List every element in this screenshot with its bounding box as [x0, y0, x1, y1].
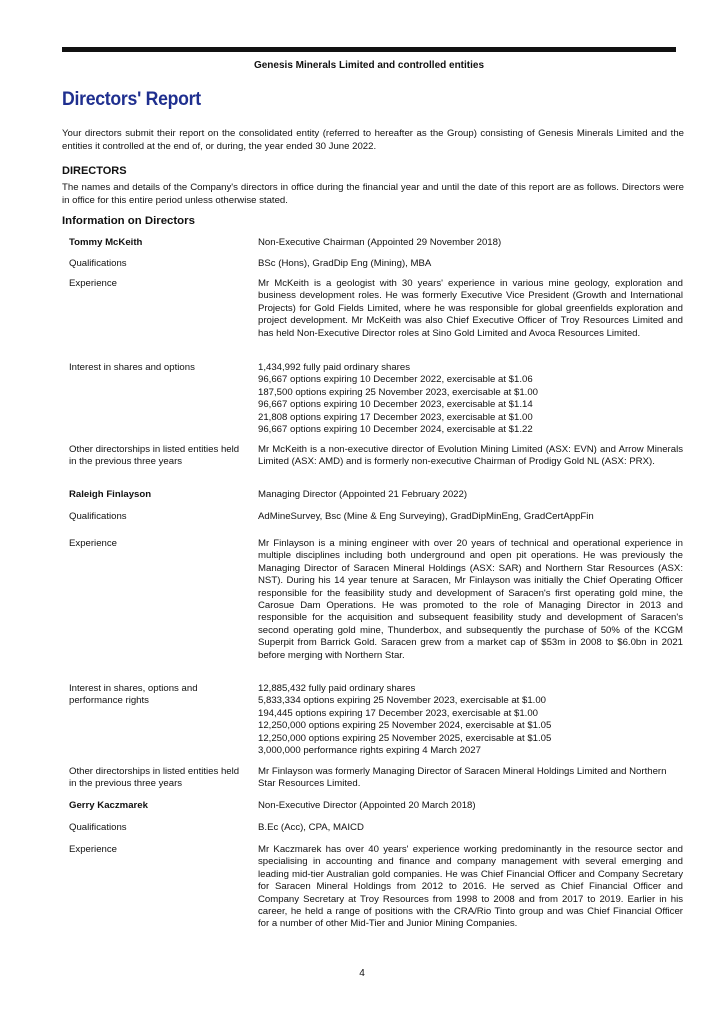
experience-value: Mr Kaczmarek has over 40 years' experience working predominantly in the resource sector and specialising in accounting and finance and company management with several emerging and leading mid-tier Australian gold companies. He was Chief Financial Officer and Company Secretary for Saracen Mineral Holdings from 2012 to 2016. He served as Chief Financial Officer and Company Secretary at Troy Resources from 1998 to 2008 and from 2017 to 2019. Earlier in his career, he held a range of positions with the CRA/Rio Tinto group and was Chief Financial Officer for a number of other Mid-Tier and Junior Mining Companies. — [258, 844, 683, 930]
experience-label: Experience — [69, 278, 117, 289]
interests-label: Interest in shares, options and performance rights — [69, 683, 198, 707]
interest-line: 96,667 options expiring 10 December 2024, exercisable at $1.22 — [258, 424, 533, 436]
interest-line: 5,833,334 options expiring 25 November 2023, exercisable at $1.00 — [258, 695, 547, 707]
page-number: 4 — [359, 968, 365, 979]
experience-label: Experience — [69, 538, 117, 549]
interests-list — [258, 362, 683, 436]
experience-value: Mr McKeith is a geologist with 30 years' experience in various mine geology, exploration and business development roles. He was formerly Executive Vice President (Growth and International Projects) for Gold Fields Limited, where he was responsible for global greenfields exploration and project development. Mr McKeith was also Chief Executive Officer of Troy Resources Limited and has held Non-Executive Director roles at Sino Gold Limited and Avoca Resources Limited. — [258, 278, 683, 339]
director-role: Non-Executive Chairman (Appointed 29 November 2018) — [258, 237, 502, 248]
qualifications-label: Qualifications — [69, 258, 127, 269]
interests-list — [258, 683, 683, 757]
director-role: Non-Executive Director (Appointed 20 March 2018) — [258, 800, 476, 811]
director-name: Gerry Kaczmarek — [69, 800, 148, 811]
director-name: Tommy McKeith — [69, 237, 143, 248]
qualifications-label: Qualifications — [69, 511, 127, 522]
directors-heading: DIRECTORS — [62, 165, 127, 177]
interest-line: 1,434,992 fully paid ordinary shares — [258, 362, 410, 373]
entity-name: Genesis Minerals Limited and controlled entities — [253, 60, 485, 71]
header-rule — [62, 47, 676, 52]
director-role: Managing Director (Appointed 21 February 2022) — [258, 489, 468, 500]
experience-value: Mr Finlayson is a mining engineer with over 20 years of technical and operational experience in multiple disciplines including both underground and open pit operations. He was previously the Managing Director of Saracen Mineral Holdings (ASX: SAR) and Northern Star Resources (ASX: NST). During his 14 year tenure at Saracen, Mr Finlayson was initially the Chief Operating Officer responsible for the feasibility study and development of Saracen's first operating gold mine, the Carosue Dam Operations. He was promoted to the role of Managing Director in 2013 and responsible for the acquisition and subsequent feasibility study and development of Saracen's second operating gold mine, Thunderbox, and subsequently the purchase of 50% of the KCGM Superpit from Barrick Gold. Saracen grew from a market cap of $53m in 2008 to $6.0bn in 2021 before merging with Northern Star. — [258, 538, 683, 661]
interest-line: 12,250,000 options expiring 25 November 2025, exercisable at $1.05 — [258, 732, 552, 744]
director-name: Raleigh Finlayson — [69, 489, 152, 500]
other-directorships-label: Other directorships in listed entities held in the previous three years — [69, 444, 240, 468]
interest-line: 96,667 options expiring 10 December 2023, exercisable at $1.14 — [258, 399, 533, 411]
interests-label: Interest in shares and options — [69, 362, 195, 373]
interest-line: 3,000,000 performance rights expiring 4 March 2027 — [258, 745, 481, 757]
qualifications-value: B.Ec (Acc), CPA, MAICD — [258, 822, 364, 833]
directors-paragraph: The names and details of the Company's directors in office during the financial year and until the date of this report are as follows. Directors were in office for this entire period unless otherwise stated. — [62, 182, 684, 206]
interest-line: 194,445 options expiring 17 December 2023, exercisable at $1.00 — [258, 707, 539, 719]
interest-line: 96,667 options expiring 10 December 2022, exercisable at $1.06 — [258, 374, 533, 386]
page-title: Directors' Report — [62, 89, 201, 110]
qualifications-label: Qualifications — [69, 822, 127, 833]
interest-line: 12,885,432 fully paid ordinary shares — [258, 683, 416, 694]
info-heading: Information on Directors — [62, 215, 195, 227]
intro-paragraph: Your directors submit their report on the consolidated entity (referred to hereafter as the Group) consisting of Genesis Minerals Limited and the entities it controlled at the end of, or during, the year ended 30 June 2022. — [62, 128, 684, 152]
interest-line: 21,808 options expiring 17 December 2023, exercisable at $1.00 — [258, 411, 533, 423]
interest-line: 12,250,000 options expiring 25 November 2024, exercisable at $1.05 — [258, 720, 552, 732]
other-directorships-value: Mr Finlayson was formerly Managing Director of Saracen Mineral Holdings Limited and Northern Star Resources Limited. — [258, 766, 667, 790]
experience-label: Experience — [69, 844, 117, 855]
other-directorships-label: Other directorships in listed entities held in the previous three years — [69, 766, 240, 790]
interest-line: 187,500 options expiring 25 November 2023, exercisable at $1.00 — [258, 386, 539, 398]
other-directorships-value: Mr McKeith is a non-executive director of Evolution Mining Limited (ASX: EVN) and Arrow Minerals Limited (ASX: AMD) and is formerly non-executive Chairman of Prodigy Gold NL (ASX: PRX). — [258, 444, 683, 468]
qualifications-value: AdMineSurvey, Bsc (Mine & Eng Surveying), GradDipMinEng, GradCertAppFin — [258, 511, 594, 522]
qualifications-value: BSc (Hons), GradDip Eng (Mining), MBA — [258, 258, 432, 269]
